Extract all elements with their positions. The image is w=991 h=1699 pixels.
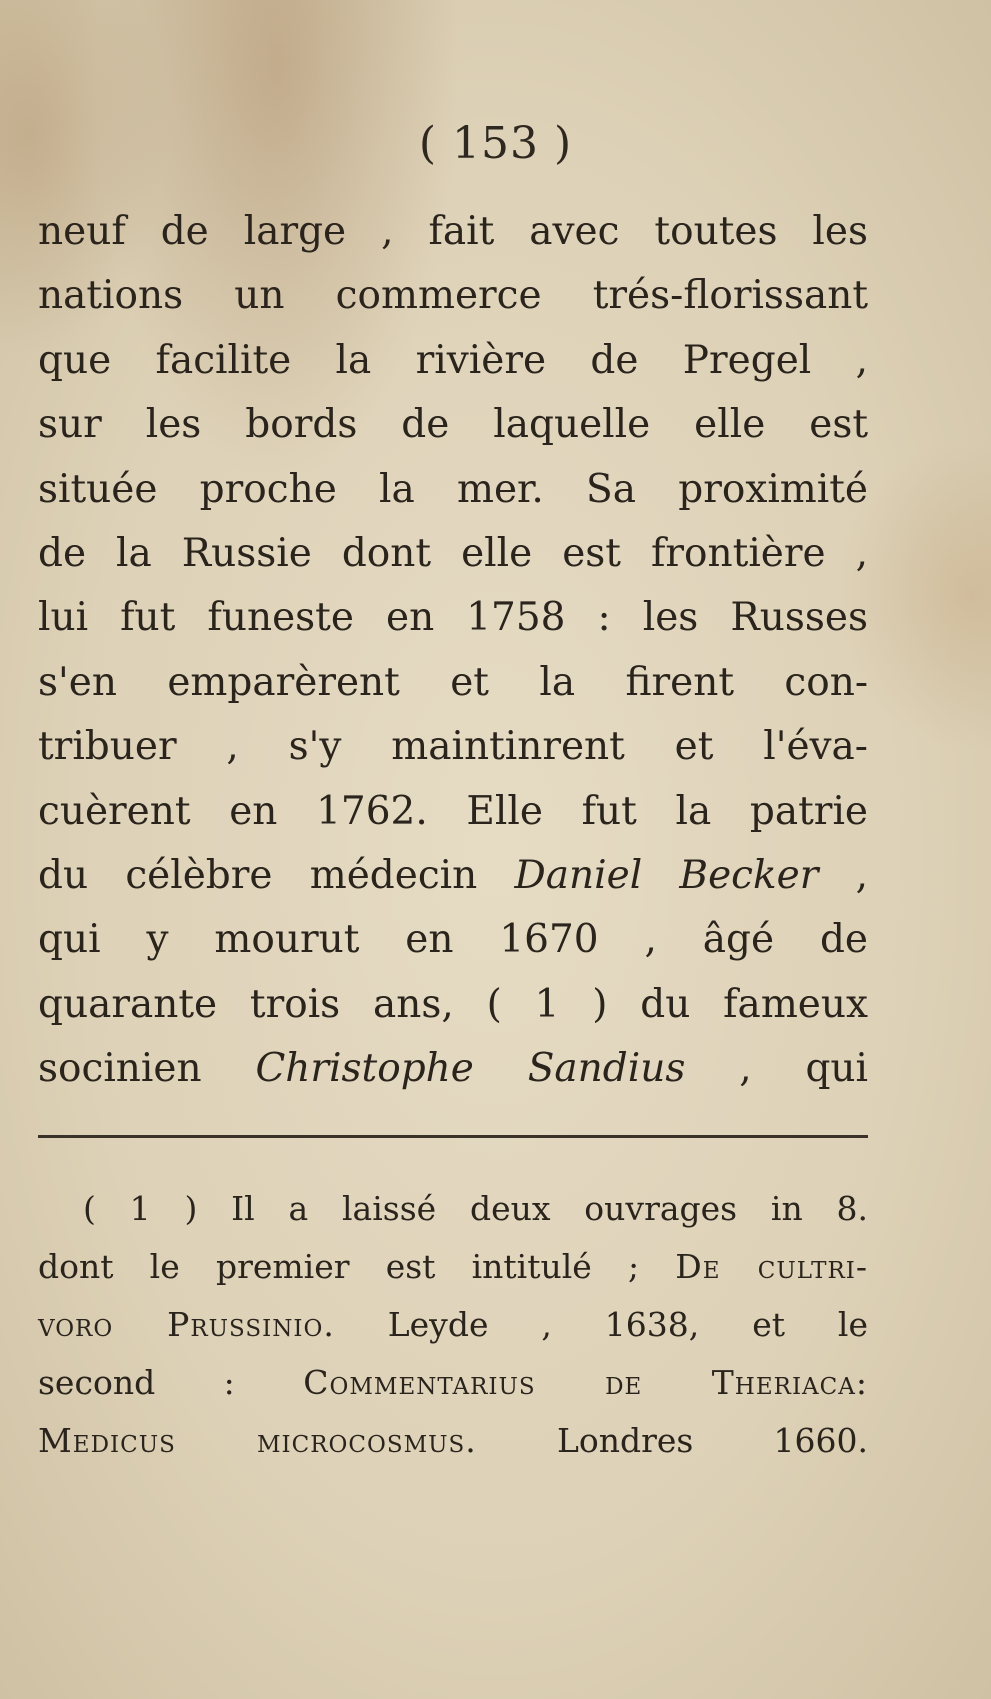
- book-title-smallcaps: De cultri-: [675, 1247, 868, 1286]
- footnote-line: [38, 1412, 868, 1470]
- book-title-smallcaps: Commentarius de Theriaca:: [303, 1363, 868, 1402]
- text-line: lui fut funeste en 1758 : les Russes: [38, 595, 868, 641]
- page-number: ( 153 ): [418, 118, 573, 169]
- text-line: sur les bords de laquelle elle est: [38, 402, 868, 448]
- text-line: que facilite la rivière de Pregel ,: [38, 337, 868, 383]
- text-segment: Londres 1660.: [476, 1421, 868, 1460]
- text-segment: Leyde , 1638, et le: [334, 1305, 868, 1344]
- footnote-line: ( 1 ) Il a laissé deux ouvrages in 8.: [83, 1189, 868, 1228]
- text-line: s'en emparèrent et la firent con-: [38, 659, 868, 705]
- text-segment: ,: [818, 852, 868, 898]
- person-name-italic: Daniel Becker: [514, 852, 819, 898]
- text-line: tribuer , s'y maintinrent et l'éva-: [38, 724, 868, 770]
- text-segment: second :: [38, 1363, 304, 1402]
- text-line: cuèrent en 1762. Elle fut la patrie: [38, 788, 868, 834]
- text-segment: du célèbre médecin: [38, 852, 515, 898]
- text-segment: , qui: [685, 1046, 868, 1092]
- book-title-smallcaps: voro Prussinio.: [38, 1305, 335, 1344]
- body-text: [38, 200, 868, 1101]
- text-line: [38, 1037, 868, 1101]
- footnote-divider: [38, 1135, 868, 1138]
- text-line: [38, 844, 868, 908]
- text-segment: dont le premier est intitulé ;: [38, 1247, 676, 1286]
- footnote-line: [38, 1296, 868, 1354]
- book-title-smallcaps: Medicus microcosmus.: [38, 1421, 477, 1460]
- text-line: située proche la mer. Sa proximité: [38, 466, 868, 512]
- text-line: quarante trois ans, ( 1 ) du fameux: [38, 981, 868, 1027]
- text-line: neuf de large , fait avec toutes les: [38, 209, 868, 254]
- footnote: [38, 1180, 868, 1470]
- text-line: nations un commerce trés-florissant: [38, 273, 868, 319]
- text-line: qui y mourut en 1670 , âgé de: [38, 917, 868, 963]
- footnote-line: [38, 1238, 868, 1296]
- footnote-line: [38, 1354, 868, 1412]
- text-line: de la Russie dont elle est frontière ,: [38, 530, 868, 576]
- text-segment: socinien: [38, 1046, 256, 1092]
- person-name-italic: Christophe Sandius: [255, 1046, 686, 1092]
